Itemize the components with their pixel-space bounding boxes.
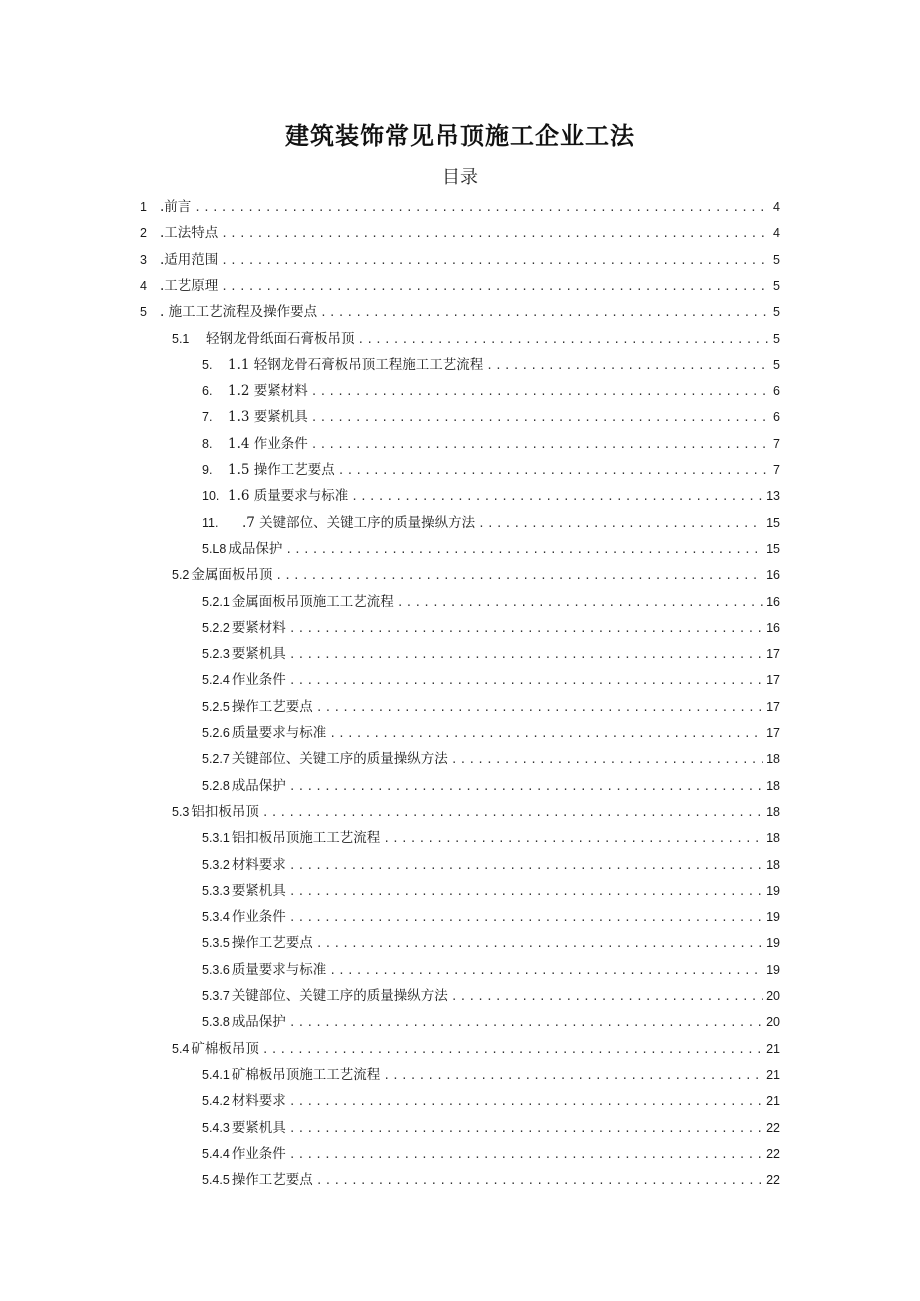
toc-entry-page: 22 [766, 1146, 780, 1161]
toc-entry[interactable] [202, 1144, 780, 1164]
toc-entry[interactable] [202, 460, 780, 480]
toc-entry-number: 5.3.2 [202, 857, 230, 872]
toc-entry[interactable] [202, 749, 780, 769]
toc-entry-text: 操作工艺要点 [231, 698, 313, 715]
toc-entry-text: 材料要求 [231, 1093, 286, 1110]
toc-entry[interactable] [202, 907, 780, 927]
toc-entry[interactable] [202, 381, 780, 401]
toc-entry-number: 5.3.8 [202, 1015, 230, 1030]
toc-leader-dots [289, 672, 763, 690]
toc-entry[interactable] [202, 881, 780, 901]
toc-leader-dots [289, 1014, 763, 1032]
toc-leader-dots [285, 541, 763, 559]
toc-entry-text: 要紧材料 [231, 619, 286, 636]
toc-leader-dots [194, 199, 770, 217]
toc-entry-number: 9. [202, 463, 213, 477]
toc-entry-text: 要紧机具 [231, 1119, 286, 1136]
toc-entry-page: 16 [766, 620, 780, 635]
toc-entry-number: 5.4 [172, 1041, 190, 1056]
toc-entry-number: 5.3.3 [202, 883, 230, 898]
toc-entry-page: 22 [766, 1120, 780, 1135]
toc-entry-text: 1.1 轻钢龙骨石膏板吊顶工程施工工艺流程 [228, 356, 484, 373]
toc-entry-text: 操作工艺要点 [231, 935, 313, 952]
toc-entry-number: 5.3.4 [202, 910, 230, 925]
toc-entry-text: .适用范围 [160, 251, 219, 268]
toc-leader-dots [351, 488, 763, 506]
toc-entry-number: 5.3.5 [202, 936, 230, 951]
toc-entry-page: 16 [766, 594, 780, 609]
toc-entry-page: 5 [773, 305, 780, 320]
toc-entry-page: 5 [773, 331, 780, 346]
toc-entry-page: 22 [766, 1173, 780, 1188]
toc-entry-text: 关键部位、关键工序的质量操纵方法 [231, 988, 448, 1004]
toc-entry-text: .工艺原理 [160, 277, 219, 294]
toc-leader-dots [383, 1067, 763, 1085]
toc-entry[interactable] [202, 1118, 780, 1138]
toc-entry-number: 5.4.5 [202, 1173, 230, 1188]
toc-entry[interactable] [202, 644, 780, 664]
toc-leader-dots [383, 830, 763, 848]
toc-leader-dots [221, 278, 770, 296]
toc-entry-page: 6 [773, 384, 780, 399]
toc-entry-number: 5. [202, 357, 213, 372]
toc-leader-dots [289, 1093, 763, 1111]
toc-entry-number: 3 [140, 252, 147, 267]
toc-leader-dots [275, 567, 763, 585]
toc-entry-text: 质量要求与标准 [231, 725, 327, 741]
toc-entry[interactable] [202, 513, 780, 533]
toc-leader-dots [316, 935, 763, 953]
toc-entry[interactable] [140, 223, 780, 243]
toc-entry-page: 17 [766, 673, 780, 688]
toc-entry-page: 6 [773, 410, 780, 425]
toc-entry-number: 5.2.3 [202, 647, 230, 662]
toc-entry[interactable] [202, 1012, 780, 1032]
toc-entry-number: 8. [202, 436, 213, 451]
toc-leader-dots [311, 436, 770, 454]
toc-entry[interactable] [202, 670, 780, 690]
toc-entry-page: 21 [766, 1067, 780, 1082]
toc-entry[interactable] [202, 723, 780, 743]
toc-entry-number: 6. [202, 384, 213, 399]
toc-entry-number: 4 [140, 278, 147, 293]
toc-entry-text: 成品保护 [231, 1014, 286, 1031]
toc-leader-dots [320, 304, 770, 322]
toc-entry-number: 5.3 [172, 804, 190, 819]
toc-leader-dots [316, 1172, 763, 1190]
toc-entry-page: 18 [766, 752, 780, 767]
toc-entry-number: 5.L8 [202, 541, 227, 556]
toc-entry-text: 要紧机具 [231, 882, 286, 899]
toc-entry-text: .前言 [160, 199, 192, 215]
toc-entry[interactable] [172, 565, 780, 585]
toc-entry-number: 5.4.2 [202, 1094, 230, 1109]
toc-entry-number: 7. [202, 410, 213, 425]
toc-leader-dots [316, 699, 763, 717]
toc-entry-text: 质量要求与标准 [231, 961, 327, 978]
toc-entry-page: 16 [766, 568, 780, 583]
toc-entry-text: . 施工工艺流程及操作要点 [160, 304, 318, 321]
toc-entry[interactable] [202, 855, 780, 875]
toc-entry[interactable] [202, 539, 780, 559]
toc-entry[interactable] [202, 1091, 780, 1111]
toc-entry-text: 材料要求 [231, 856, 286, 873]
toc-entry[interactable] [202, 828, 780, 848]
toc-entry-page: 15 [766, 541, 780, 556]
toc-entry-page: 4 [773, 226, 780, 241]
toc-leader-dots [289, 646, 763, 664]
toc-entry[interactable] [140, 276, 780, 296]
toc-leader-dots [262, 1041, 763, 1059]
toc-entry-text: 成品保护 [228, 540, 283, 557]
toc-entry-number: 5.2.6 [202, 726, 230, 740]
toc-leader-dots [289, 1120, 763, 1138]
toc-entry-text: 成品保护 [231, 777, 286, 794]
toc-entry-page: 18 [766, 831, 780, 846]
toc-entry-page: 13 [766, 489, 780, 504]
toc-leader-dots [221, 252, 770, 270]
toc-entry-text: 1.3 要紧机具 [228, 409, 308, 426]
toc-leader-dots [289, 857, 763, 875]
toc-entry-page: 5 [773, 278, 780, 293]
toc-entry-page: 18 [766, 778, 780, 793]
toc-entry-text: 作业条件 [231, 672, 286, 689]
toc-entry-text: 1.6 质量要求与标准 [228, 488, 349, 505]
toc-entry-text: 关键部位、关键工序的质量操纵方法 [231, 751, 448, 768]
toc-entry-text: .工法特点 [160, 225, 219, 242]
toc-entry-number: 5.2.5 [202, 699, 230, 714]
toc-entry[interactable] [140, 197, 780, 217]
toc-leader-dots [289, 1146, 763, 1164]
toc-entry-page: 20 [766, 1015, 780, 1030]
toc-entry-page: 17 [766, 647, 780, 662]
toc-entry-number: 5.2.1 [202, 594, 230, 609]
toc-entry-number: 1 [140, 200, 147, 214]
toc-entry-page: 7 [773, 463, 780, 477]
toc-entry-page: 19 [766, 962, 780, 977]
toc-leader-dots [221, 225, 770, 243]
toc-leader-dots [262, 804, 763, 822]
toc-entry-number: 5.2.2 [202, 620, 230, 635]
toc-entry-text: 金属面板吊顶施工工艺流程 [231, 593, 394, 610]
toc-leader-dots [289, 883, 763, 901]
toc-entry[interactable] [202, 434, 780, 454]
toc-entry-text: 作业条件 [231, 909, 286, 926]
toc-entry-number: 5.2.8 [202, 778, 230, 793]
toc-leader-dots [478, 515, 763, 533]
toc-entry-page: 18 [766, 804, 780, 819]
toc-leader-dots [289, 778, 763, 796]
toc-entry-text: 1.5 操作工艺要点 [228, 462, 335, 478]
toc-leader-dots [451, 988, 763, 1006]
toc-entry-text: 矿棉板吊顶 [191, 1040, 259, 1057]
toc-entry-page: 21 [766, 1041, 780, 1056]
toc-entry-page: 21 [766, 1094, 780, 1109]
toc-leader-dots [329, 725, 763, 743]
toc-entry-page: 18 [766, 857, 780, 872]
toc-entry-number: 11. [202, 515, 219, 530]
toc-entry[interactable] [202, 618, 780, 638]
toc-entry-page: 15 [766, 515, 780, 530]
toc-entry-text: 铝扣板吊顶 [191, 803, 259, 820]
toc-entry[interactable] [202, 986, 780, 1006]
toc-entry-page: 17 [766, 699, 780, 714]
toc-entry-text: 操作工艺要点 [231, 1172, 313, 1189]
toc-entry-number: 5.2 [172, 568, 190, 583]
toc-entry[interactable] [202, 1170, 780, 1190]
toc-entry-text: 矿棉板吊顶施工工艺流程 [231, 1066, 381, 1083]
toc-leader-dots [329, 962, 763, 980]
toc-entry-number: 5.1 [172, 331, 190, 346]
toc-heading: 目录 [442, 167, 478, 188]
toc-leader-dots [451, 751, 763, 769]
toc-entry-number: 5.3.6 [202, 962, 230, 977]
toc-leader-dots [338, 462, 770, 480]
toc-entry-number: 2 [140, 226, 147, 241]
toc-entry-page: 5 [773, 357, 780, 372]
toc-entry[interactable] [202, 933, 780, 953]
toc-entry-page: 19 [766, 883, 780, 898]
toc-entry-page: 20 [766, 989, 780, 1003]
toc-entry-number: 5.4.1 [202, 1067, 230, 1082]
toc-entry-text: .7 关键部位、关键工序的质量操纵方法 [242, 514, 476, 531]
toc-entry-text: 要紧机具 [231, 646, 286, 663]
toc-entry-text: 铝扣板吊顶施工工艺流程 [231, 830, 381, 847]
toc-entry[interactable] [202, 776, 780, 796]
toc-entry[interactable] [202, 697, 780, 717]
toc-leader-dots [289, 909, 763, 927]
toc-entry-page: 17 [766, 726, 780, 740]
toc-entry[interactable] [202, 1065, 780, 1085]
toc-leader-dots [311, 383, 770, 401]
toc-entry-text: 作业条件 [231, 1145, 286, 1162]
toc-entry-number: 5.3.1 [202, 831, 230, 846]
toc-entry-number: 5.3.7 [202, 989, 230, 1003]
toc-entry[interactable] [172, 802, 780, 822]
toc-entry-text: 金属面板吊顶 [191, 567, 273, 584]
document-title: 建筑装饰常见吊顶施工企业工法 [285, 122, 635, 150]
toc-entry[interactable] [202, 592, 780, 612]
toc-leader-dots [289, 620, 763, 638]
toc-leader-dots [397, 594, 763, 612]
toc-entry-text: 1.4 作业条件 [228, 435, 308, 452]
toc-entry-number: 5.4.3 [202, 1120, 230, 1135]
toc-entry-text: 轻钢龙骨纸面石膏板吊顶 [206, 330, 355, 347]
toc-entry-page: 19 [766, 910, 780, 925]
toc-entry[interactable] [202, 355, 780, 375]
toc-entry[interactable] [202, 486, 780, 506]
toc-entry[interactable] [140, 250, 780, 270]
toc-leader-dots [358, 331, 771, 349]
toc-entry-page: 5 [773, 252, 780, 267]
toc-entry-page: 4 [773, 200, 780, 214]
toc-entry-number: 10. [202, 489, 220, 504]
toc-entry-number: 5 [140, 305, 147, 320]
toc-leader-dots [311, 409, 770, 427]
toc-entry[interactable] [172, 329, 780, 349]
toc-entry-number: 5.2.7 [202, 752, 230, 767]
toc-entry-text: 1.2 要紧材料 [228, 383, 308, 400]
toc-entry-number: 5.2.4 [202, 673, 230, 688]
toc-entry[interactable] [202, 407, 780, 427]
toc-entry-page: 7 [773, 436, 780, 451]
toc-entry[interactable] [202, 960, 780, 980]
toc-entry-number: 5.4.4 [202, 1146, 230, 1161]
toc-entry-page: 19 [766, 936, 780, 951]
toc-entry[interactable] [140, 302, 780, 322]
toc-entry[interactable] [172, 1039, 780, 1059]
toc-leader-dots [486, 357, 770, 375]
